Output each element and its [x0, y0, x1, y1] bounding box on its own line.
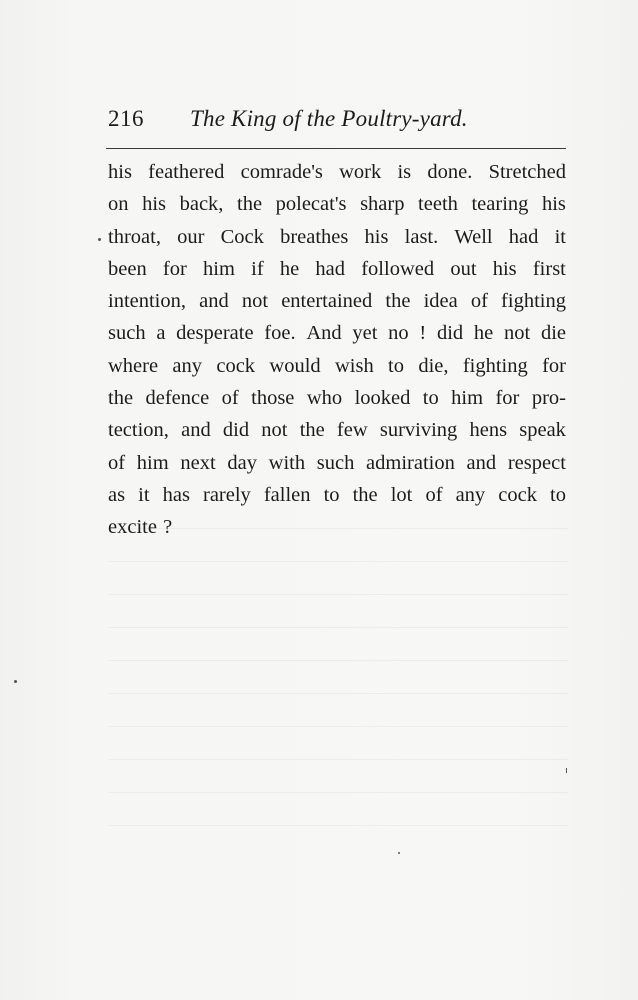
word: had — [508, 225, 539, 248]
word: of — [425, 483, 443, 506]
header-rule — [106, 148, 566, 149]
word: has — [162, 483, 190, 506]
word: ! — [419, 322, 427, 345]
text-line — [108, 317, 566, 349]
bleed-through-shadow — [108, 496, 568, 816]
word: him — [203, 257, 235, 280]
text-line — [108, 511, 566, 543]
word: the — [237, 193, 263, 216]
word: day — [227, 451, 257, 474]
word: wish — [334, 354, 374, 377]
word: fighting — [462, 354, 528, 377]
text-line — [108, 188, 566, 220]
word: desperate — [176, 322, 254, 345]
word: and — [466, 451, 497, 474]
word: any — [455, 483, 486, 506]
text-line — [108, 479, 566, 511]
word: ? — [163, 516, 173, 539]
word: fallen — [263, 483, 311, 506]
word: of — [221, 387, 239, 410]
word: is — [397, 161, 412, 183]
word: Stretched — [488, 161, 566, 183]
word: been — [108, 257, 147, 280]
word: foe. — [264, 322, 296, 345]
word: of — [470, 290, 488, 313]
word: admiration — [366, 451, 455, 474]
word: back, — [179, 193, 224, 216]
text-line — [108, 350, 566, 382]
word: respect — [507, 451, 566, 474]
word: last. — [404, 225, 439, 248]
word: his — [108, 161, 132, 183]
word: would — [269, 354, 321, 377]
word: of — [108, 451, 126, 474]
word: his — [492, 257, 517, 280]
word: to — [388, 354, 404, 377]
word: if — [251, 257, 264, 280]
word: Well — [454, 225, 493, 248]
word: fighting — [501, 290, 566, 313]
word: the — [385, 290, 411, 313]
word: the — [108, 387, 134, 410]
word: idea — [423, 290, 458, 313]
word: his — [541, 193, 566, 216]
word: no — [388, 322, 409, 345]
word: with — [268, 451, 306, 474]
word: to — [550, 483, 566, 506]
text-line — [108, 414, 566, 446]
word: not — [504, 322, 531, 345]
word: hens — [469, 419, 508, 442]
word: die — [540, 322, 566, 345]
word: entertained — [281, 290, 373, 313]
paper-speck — [98, 238, 101, 241]
word: done. — [427, 161, 473, 183]
word: the — [299, 419, 325, 442]
word: yet — [352, 322, 378, 345]
word: out — [450, 257, 477, 280]
word: his — [364, 225, 389, 248]
word: speak — [519, 419, 566, 442]
word: Cock — [220, 225, 264, 248]
word: tearing — [471, 193, 529, 216]
word: rarely — [203, 483, 251, 506]
word: defence — [145, 387, 210, 410]
text-line — [108, 156, 566, 188]
word: the — [352, 483, 378, 506]
word: and — [199, 290, 229, 313]
word: him — [451, 387, 484, 410]
word: his — [142, 193, 167, 216]
text-line — [108, 285, 566, 317]
word: for — [542, 354, 566, 377]
word: such — [316, 451, 355, 474]
word: lot — [390, 483, 413, 506]
paper-speck — [14, 680, 17, 683]
word: not — [261, 419, 288, 442]
word: to — [422, 387, 439, 410]
word: pro- — [531, 387, 566, 410]
text-line — [108, 221, 566, 253]
word: throat, — [108, 225, 161, 248]
word: cock — [216, 354, 256, 377]
word: excite — [108, 516, 157, 539]
word: teeth — [418, 193, 458, 216]
text-line — [108, 253, 566, 285]
word: to — [323, 483, 340, 506]
word: polecat's — [275, 193, 347, 216]
word: not — [241, 290, 269, 313]
word: he — [279, 257, 300, 280]
word: for — [495, 387, 520, 410]
word: had — [315, 257, 346, 280]
word: it — [138, 483, 150, 506]
word: our — [177, 225, 205, 248]
word: for — [162, 257, 187, 280]
text-line — [108, 382, 566, 414]
word: breathes — [280, 225, 349, 248]
word: a — [156, 322, 166, 345]
paper-speck — [566, 768, 567, 773]
word: next — [180, 451, 216, 474]
word: intention, — [108, 290, 187, 313]
word: him — [136, 451, 169, 474]
word: sharp — [360, 193, 405, 216]
word: few — [336, 419, 368, 442]
word: comrade's — [240, 161, 323, 183]
word: followed — [361, 257, 435, 280]
page-header — [108, 106, 568, 140]
word: any — [172, 354, 203, 377]
word: those — [251, 387, 295, 410]
word: it — [554, 225, 566, 248]
word: who — [306, 387, 343, 410]
word: on — [108, 193, 129, 216]
word: work — [339, 161, 382, 183]
body-text — [108, 156, 566, 544]
page-number: 216 — [108, 106, 144, 131]
word: first — [532, 257, 566, 280]
word: and — [181, 419, 211, 442]
word: where — [108, 354, 159, 377]
word: looked — [354, 387, 411, 410]
word: And — [306, 322, 342, 345]
word: die, — [418, 354, 449, 377]
word: feathered — [148, 161, 225, 183]
word: he — [473, 322, 494, 345]
text-line — [108, 447, 566, 479]
paper-speck — [398, 852, 400, 854]
word: did — [436, 322, 464, 345]
word: tection, — [108, 419, 169, 442]
word: cock — [498, 483, 537, 506]
running-title: The King of the Poultry-yard. — [190, 106, 468, 131]
word: such — [108, 322, 146, 345]
word: as — [108, 483, 126, 506]
word: surviving — [379, 419, 458, 442]
word: did — [222, 419, 250, 442]
